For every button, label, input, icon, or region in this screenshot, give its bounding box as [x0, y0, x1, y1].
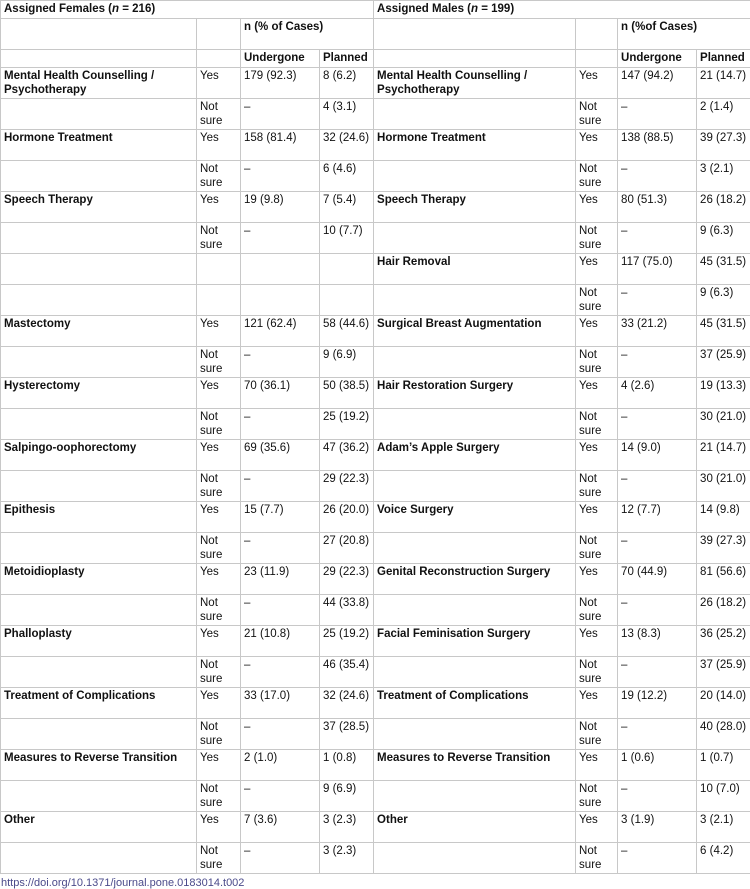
header-empty	[576, 19, 618, 50]
females-undergone-value	[241, 254, 320, 285]
females-planned-value: 9 (6.9)	[320, 781, 374, 812]
table-row	[1, 812, 750, 843]
females-response: Yes	[197, 812, 241, 843]
females-response: Yes	[197, 130, 241, 161]
females-undergone-value: –	[241, 409, 320, 440]
males-response: Yes	[576, 68, 618, 99]
females-planned-value: 58 (44.6)	[320, 316, 374, 347]
table-row	[1, 378, 750, 409]
table-row	[1, 564, 750, 595]
females-response: Yes	[197, 750, 241, 781]
males-response: Yes	[576, 192, 618, 223]
females-planned-value: 26 (20.0)	[320, 502, 374, 533]
females-planned-value: 47 (36.2)	[320, 440, 374, 471]
males-treatment-label	[374, 99, 576, 130]
table-row	[1, 471, 750, 502]
females-treatment-label	[1, 471, 197, 502]
males-planned-value: 20 (14.0)	[697, 688, 750, 719]
males-planned-value: 21 (14.7)	[697, 440, 750, 471]
males-planned-value: 45 (31.5)	[697, 316, 750, 347]
females-response: Not sure	[197, 781, 241, 812]
females-planned-value: 1 (0.8)	[320, 750, 374, 781]
males-undergone-value: 14 (9.0)	[618, 440, 697, 471]
males-planned-value: 26 (18.2)	[697, 192, 750, 223]
females-planned-value: 32 (24.6)	[320, 688, 374, 719]
males-undergone-value: 1 (0.6)	[618, 750, 697, 781]
males-undergone-value: –	[618, 595, 697, 626]
females-response: Yes	[197, 440, 241, 471]
males-response: Not sure	[576, 223, 618, 254]
males-treatment-label: Adam’s Apple Surgery	[374, 440, 576, 471]
females-undergone-value: –	[241, 657, 320, 688]
males-undergone-value: –	[618, 99, 697, 130]
males-response: Yes	[576, 254, 618, 285]
females-response: Yes	[197, 68, 241, 99]
males-undergone-value: –	[618, 781, 697, 812]
males-response: Yes	[576, 440, 618, 471]
males-treatment-label: Facial Feminisation Surgery	[374, 626, 576, 657]
females-response: Not sure	[197, 409, 241, 440]
males-planned-value: 21 (14.7)	[697, 68, 750, 99]
females-response: Not sure	[197, 161, 241, 192]
females-planned-value: 25 (19.2)	[320, 626, 374, 657]
table-row	[1, 130, 750, 161]
males-response: Not sure	[576, 595, 618, 626]
males-planned-value: 39 (27.3)	[697, 130, 750, 161]
table-row	[1, 254, 750, 285]
females-response: Yes	[197, 316, 241, 347]
females-response: Yes	[197, 564, 241, 595]
males-treatment-label: Surgical Breast Augmentation	[374, 316, 576, 347]
males-undergone-value: 3 (1.9)	[618, 812, 697, 843]
males-n-header: n (%of Cases)	[618, 19, 750, 50]
females-undergone-value: 7 (3.6)	[241, 812, 320, 843]
males-planned-value: 45 (31.5)	[697, 254, 750, 285]
females-planned-value: 32 (24.6)	[320, 130, 374, 161]
females-planned-value: 4 (3.1)	[320, 99, 374, 130]
females-response	[197, 254, 241, 285]
males-undergone-value: 4 (2.6)	[618, 378, 697, 409]
females-treatment-label	[1, 347, 197, 378]
males-response: Not sure	[576, 285, 618, 316]
females-treatment-label: Phalloplasty	[1, 626, 197, 657]
header-empty	[374, 50, 576, 68]
table-row	[1, 843, 750, 874]
males-planned-value: 37 (25.9)	[697, 347, 750, 378]
males-undergone-value: 117 (75.0)	[618, 254, 697, 285]
males-planned-value: 3 (2.1)	[697, 812, 750, 843]
males-treatment-label: Mental Health Counselling / Psychotherapy	[374, 68, 576, 99]
males-undergone-value: –	[618, 347, 697, 378]
females-treatment-label	[1, 719, 197, 750]
table-row	[1, 750, 750, 781]
males-treatment-label	[374, 657, 576, 688]
table-row	[1, 192, 750, 223]
females-planned-value: 3 (2.3)	[320, 812, 374, 843]
males-treatment-label	[374, 223, 576, 254]
females-undergone-value: –	[241, 781, 320, 812]
males-response: Yes	[576, 502, 618, 533]
males-undergone-value: 80 (51.3)	[618, 192, 697, 223]
males-response: Not sure	[576, 409, 618, 440]
females-n-header: n (% of Cases)	[241, 19, 374, 50]
males-response: Yes	[576, 750, 618, 781]
females-planned-value: 50 (38.5)	[320, 378, 374, 409]
females-treatment-label	[1, 595, 197, 626]
males-response: Not sure	[576, 719, 618, 750]
females-undergone-value: –	[241, 161, 320, 192]
females-treatment-label	[1, 223, 197, 254]
females-response: Yes	[197, 192, 241, 223]
females-treatment-label	[1, 409, 197, 440]
males-response: Yes	[576, 316, 618, 347]
females-treatment-label	[1, 781, 197, 812]
females-undergone-value: 121 (62.4)	[241, 316, 320, 347]
females-treatment-label	[1, 843, 197, 874]
males-response: Not sure	[576, 99, 618, 130]
females-undergone-header: Undergone	[241, 50, 320, 68]
males-response: Yes	[576, 378, 618, 409]
females-response	[197, 285, 241, 316]
females-undergone-value	[241, 285, 320, 316]
females-undergone-value: 21 (10.8)	[241, 626, 320, 657]
males-undergone-header: Undergone	[618, 50, 697, 68]
males-treatment-label: Hair Removal	[374, 254, 576, 285]
males-response: Yes	[576, 626, 618, 657]
males-treatment-label	[374, 719, 576, 750]
table-row	[1, 68, 750, 99]
females-planned-value: 46 (35.4)	[320, 657, 374, 688]
males-undergone-value: –	[618, 843, 697, 874]
females-response: Not sure	[197, 223, 241, 254]
females-treatment-label	[1, 99, 197, 130]
table-row	[1, 719, 750, 750]
males-treatment-label	[374, 285, 576, 316]
males-response: Not sure	[576, 471, 618, 502]
females-undergone-value: –	[241, 99, 320, 130]
males-treatment-label: Hair Restoration Surgery	[374, 378, 576, 409]
females-planned-value: 8 (6.2)	[320, 68, 374, 99]
females-undergone-value: 158 (81.4)	[241, 130, 320, 161]
females-treatment-label: Other	[1, 812, 197, 843]
females-undergone-value: –	[241, 223, 320, 254]
females-planned-value	[320, 285, 374, 316]
females-treatment-label: Mastectomy	[1, 316, 197, 347]
females-response: Not sure	[197, 595, 241, 626]
females-treatment-label	[1, 533, 197, 564]
males-undergone-value: –	[618, 223, 697, 254]
males-treatment-label: Voice Surgery	[374, 502, 576, 533]
females-planned-value: 29 (22.3)	[320, 564, 374, 595]
males-undergone-value: 33 (21.2)	[618, 316, 697, 347]
males-undergone-value: –	[618, 285, 697, 316]
females-treatment-label	[1, 657, 197, 688]
males-response: Yes	[576, 812, 618, 843]
table-row	[1, 161, 750, 192]
males-undergone-value: 13 (8.3)	[618, 626, 697, 657]
table-row	[1, 316, 750, 347]
females-treatment-label	[1, 161, 197, 192]
males-planned-value: 2 (1.4)	[697, 99, 750, 130]
females-treatment-label: Salpingo-oophorectomy	[1, 440, 197, 471]
males-planned-value: 30 (21.0)	[697, 471, 750, 502]
males-undergone-value: 147 (94.2)	[618, 68, 697, 99]
table-row	[1, 99, 750, 130]
header-empty	[197, 19, 241, 50]
females-planned-value: 9 (6.9)	[320, 347, 374, 378]
females-response: Not sure	[197, 719, 241, 750]
header-empty	[374, 19, 576, 50]
females-planned-header: Planned	[320, 50, 374, 68]
table-row	[1, 440, 750, 471]
females-treatment-label	[1, 285, 197, 316]
males-planned-value: 37 (25.9)	[697, 657, 750, 688]
males-planned-value: 14 (9.8)	[697, 502, 750, 533]
females-treatment-label: Hormone Treatment	[1, 130, 197, 161]
males-treatment-label	[374, 161, 576, 192]
males-undergone-value: –	[618, 719, 697, 750]
females-group-header: Assigned Females (n = 216)	[1, 1, 374, 19]
group-header-row	[1, 1, 750, 19]
females-treatment-label: Hysterectomy	[1, 378, 197, 409]
males-response: Not sure	[576, 161, 618, 192]
females-undergone-value: 23 (11.9)	[241, 564, 320, 595]
table-row	[1, 781, 750, 812]
males-group-header: Assigned Males (n = 199)	[374, 1, 750, 19]
males-undergone-value: –	[618, 161, 697, 192]
males-undergone-value: –	[618, 533, 697, 564]
females-response: Not sure	[197, 533, 241, 564]
females-undergone-value: –	[241, 533, 320, 564]
females-treatment-label	[1, 254, 197, 285]
subheader-row	[1, 50, 750, 68]
females-treatment-label: Speech Therapy	[1, 192, 197, 223]
males-treatment-label: Genital Reconstruction Surgery	[374, 564, 576, 595]
males-treatment-label	[374, 471, 576, 502]
males-undergone-value: –	[618, 657, 697, 688]
males-planned-value: 30 (21.0)	[697, 409, 750, 440]
females-undergone-value: 2 (1.0)	[241, 750, 320, 781]
males-planned-value: 36 (25.2)	[697, 626, 750, 657]
males-planned-value: 6 (4.2)	[697, 843, 750, 874]
males-response: Not sure	[576, 843, 618, 874]
females-planned-value: 25 (19.2)	[320, 409, 374, 440]
females-response: Yes	[197, 688, 241, 719]
table-row	[1, 533, 750, 564]
females-response: Not sure	[197, 657, 241, 688]
males-response: Not sure	[576, 781, 618, 812]
males-response: Not sure	[576, 533, 618, 564]
females-treatment-label: Epithesis	[1, 502, 197, 533]
females-undergone-value: –	[241, 471, 320, 502]
males-undergone-value: –	[618, 409, 697, 440]
males-treatment-label: Treatment of Complications	[374, 688, 576, 719]
females-response: Not sure	[197, 99, 241, 130]
females-planned-value: 37 (28.5)	[320, 719, 374, 750]
header-empty	[1, 19, 197, 50]
males-planned-value: 26 (18.2)	[697, 595, 750, 626]
table-row	[1, 347, 750, 378]
males-planned-value: 1 (0.7)	[697, 750, 750, 781]
males-planned-value: 3 (2.1)	[697, 161, 750, 192]
females-treatment-label: Treatment of Complications	[1, 688, 197, 719]
males-planned-value: 40 (28.0)	[697, 719, 750, 750]
females-undergone-value: 69 (35.6)	[241, 440, 320, 471]
females-response: Yes	[197, 626, 241, 657]
males-planned-value: 10 (7.0)	[697, 781, 750, 812]
doi-link[interactable]: https://doi.org/10.1371/journal.pone.0183014.t002	[0, 877, 750, 889]
males-treatment-label	[374, 781, 576, 812]
females-response: Not sure	[197, 843, 241, 874]
females-planned-value: 44 (33.8)	[320, 595, 374, 626]
males-response: Yes	[576, 564, 618, 595]
females-planned-value: 6 (4.6)	[320, 161, 374, 192]
females-treatment-label: Metoidioplasty	[1, 564, 197, 595]
females-planned-value: 3 (2.3)	[320, 843, 374, 874]
table-row	[1, 285, 750, 316]
males-treatment-label	[374, 533, 576, 564]
females-planned-value	[320, 254, 374, 285]
females-response: Not sure	[197, 471, 241, 502]
females-undergone-value: 179 (92.3)	[241, 68, 320, 99]
males-planned-value: 9 (6.3)	[697, 285, 750, 316]
females-undergone-value: 70 (36.1)	[241, 378, 320, 409]
males-undergone-value: 12 (7.7)	[618, 502, 697, 533]
table-row	[1, 688, 750, 719]
males-treatment-label: Speech Therapy	[374, 192, 576, 223]
males-response: Not sure	[576, 347, 618, 378]
males-treatment-label	[374, 409, 576, 440]
males-planned-header: Planned	[697, 50, 750, 68]
females-planned-value: 29 (22.3)	[320, 471, 374, 502]
females-undergone-value: 19 (9.8)	[241, 192, 320, 223]
table-row	[1, 626, 750, 657]
males-response: Yes	[576, 688, 618, 719]
males-response: Yes	[576, 130, 618, 161]
males-undergone-value: 70 (44.9)	[618, 564, 697, 595]
table-row	[1, 595, 750, 626]
males-treatment-label	[374, 595, 576, 626]
females-response: Yes	[197, 502, 241, 533]
males-undergone-value: 138 (88.5)	[618, 130, 697, 161]
header-empty	[1, 50, 197, 68]
males-planned-value: 9 (6.3)	[697, 223, 750, 254]
males-response: Not sure	[576, 657, 618, 688]
females-response: Not sure	[197, 347, 241, 378]
females-planned-value: 10 (7.7)	[320, 223, 374, 254]
males-planned-value: 39 (27.3)	[697, 533, 750, 564]
males-treatment-label: Other	[374, 812, 576, 843]
females-response: Yes	[197, 378, 241, 409]
males-planned-value: 19 (13.3)	[697, 378, 750, 409]
males-undergone-value: –	[618, 471, 697, 502]
females-undergone-value: –	[241, 719, 320, 750]
males-treatment-label	[374, 843, 576, 874]
females-undergone-value: –	[241, 347, 320, 378]
females-treatment-label: Mental Health Counselling / Psychotherapy	[1, 68, 197, 99]
females-undergone-value: 33 (17.0)	[241, 688, 320, 719]
females-planned-value: 27 (20.8)	[320, 533, 374, 564]
males-undergone-value: 19 (12.2)	[618, 688, 697, 719]
females-treatment-label: Measures to Reverse Transition	[1, 750, 197, 781]
table-row	[1, 502, 750, 533]
header-empty	[197, 50, 241, 68]
males-treatment-label	[374, 347, 576, 378]
column-header-row	[1, 19, 750, 50]
males-treatment-label: Hormone Treatment	[374, 130, 576, 161]
header-empty	[576, 50, 618, 68]
females-undergone-value: –	[241, 595, 320, 626]
males-treatment-label: Measures to Reverse Transition	[374, 750, 576, 781]
table-row	[1, 409, 750, 440]
table-row	[1, 223, 750, 254]
females-planned-value: 7 (5.4)	[320, 192, 374, 223]
females-undergone-value: 15 (7.7)	[241, 502, 320, 533]
table-row	[1, 657, 750, 688]
males-planned-value: 81 (56.6)	[697, 564, 750, 595]
females-undergone-value: –	[241, 843, 320, 874]
